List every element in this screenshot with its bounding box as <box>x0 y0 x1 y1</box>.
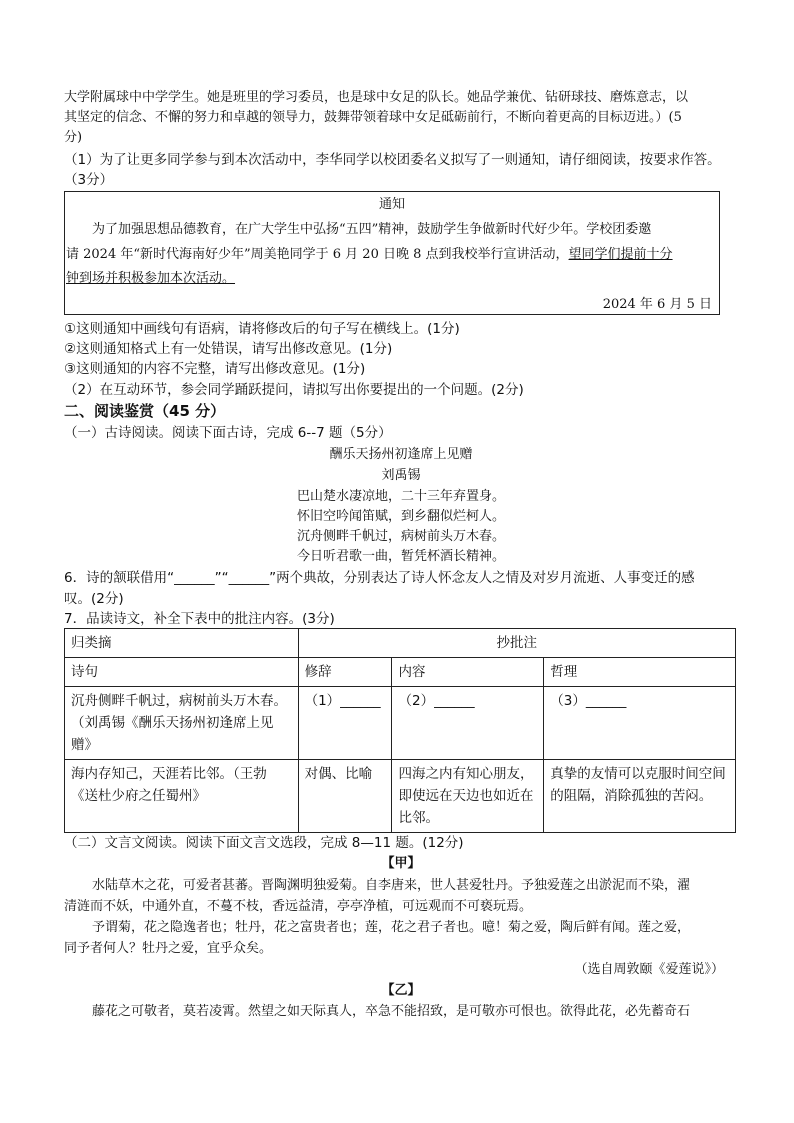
table-cell: 真挚的友情可以克服时间空间的阻隔，消除孤独的苦闷。 <box>544 760 736 833</box>
question-1-points: （3分） <box>64 172 114 188</box>
poem-line: 巴山楚水凄凉地，二十三年弃置身。 <box>296 489 505 504</box>
poem-author: 刘禹锡 <box>381 468 421 483</box>
passage-line: 藤花之可敬者，莫若凌霄。然望之如天际真人，卒急不能招致，是可敬亦可恨也。欲得此花，必先蓄奇石 <box>92 1004 691 1019</box>
question-6: 6．诗的颔联借用“______”“______”两个典故，分别表达了诗人怀念友人之情及对岁月流逝、人事变迁的感 <box>64 570 695 586</box>
notice-title: 通知 <box>378 197 405 212</box>
section-heading: 二、阅读鉴赏（45 分） <box>64 402 226 420</box>
subsection-heading: （二）文言文阅读。阅读下面文言文选段，完成 8—11 题。(12分) <box>64 835 464 851</box>
question-2: （2）在互动环节，参会同学踊跃提问，请拟写出你要提出的一个问题。(2分) <box>64 382 524 398</box>
subquestion: ②这则通知格式上有一处错误，请写出修改意见。(1分) <box>64 341 393 357</box>
intro-line: 其坚定的信念、不懈的努力和卓越的领导力，鼓舞带领着球中女足砥砺前行，不断向着更高的目标迈进。）(5 <box>64 110 682 125</box>
table-column-header: 哲理 <box>544 658 736 687</box>
passage-label: 【乙】 <box>381 983 421 998</box>
question-1: （1）为了让更多同学参与到本次活动中，李华同学以校团委名义拟写了一则通知，请仔细阅读，按要求作答。 <box>64 152 721 168</box>
poem-line: 今日听君歌一曲，暂凭杯酒长精神。 <box>296 549 505 564</box>
passage-line: 水陆草木之花，可爱者甚蕃。晋陶渊明独爱菊。自李唐来，世人甚爱牡丹。予独爱莲之出淤泥而不染，濯 <box>92 878 691 893</box>
table-cell-blank: （1）______ <box>298 687 392 760</box>
poem-line: 怀旧空吟闻笛赋，到乡翻似烂柯人。 <box>296 509 505 524</box>
intro-line: 分) <box>64 130 83 145</box>
table-cell-blank: （3）______ <box>544 687 736 760</box>
table-cell: 海内存知己，天涯若比邻。（王勃《送杜少府之任蜀州》 <box>65 760 299 833</box>
question-6-points: 叹。(2分) <box>64 591 124 607</box>
subquestion: ①这则通知中画线句有语病，请将修改后的句子写在横线上。(1分) <box>64 321 460 337</box>
passage-line: 予谓菊，花之隐逸者也；牡丹，花之富贵者也；莲，花之君子者也。噫！菊之爱，陶后鲜有闻。莲之爱， <box>92 920 691 935</box>
poem-title: 酬乐天扬州初逢席上见赠 <box>329 447 473 462</box>
table-header-cell: 归类摘 <box>65 629 299 658</box>
subquestion: ③这则通知的内容不完整，请写出修改意见。(1分) <box>64 361 366 377</box>
table-column-header: 修辞 <box>298 658 392 687</box>
notice-date: 2024 年 6 月 5 日 <box>602 297 712 312</box>
notice-body-text: 请 2024 年“新时代海南好少年”周美艳同学于 6 月 20 日晚 8 点到我校举行宣讲活动， <box>66 247 569 262</box>
passage-source: （选自周敦颐《爱莲说》） <box>574 962 724 977</box>
passage-line: 清涟而不妖，中通外直，不蔓不枝，香远益清，亭亭净植，可远观而不可亵玩焉。 <box>64 899 533 914</box>
poem-line: 沉舟侧畔千帆过，病树前头万木春。 <box>296 529 505 544</box>
table-cell: 对偶、比喻 <box>298 760 392 833</box>
passage-label: 【甲】 <box>381 856 421 871</box>
table-cell: 四海之内有知心朋友，即使远在天边也如近在比邻。 <box>392 760 544 833</box>
notice-body-line: 为了加强思想品德教育，在广大学生中弘扬“五四”精神，鼓励学生争做新时代好少年。学校团委邀 <box>92 222 652 237</box>
question-7: 7．品读诗文，补全下表中的批注内容。(3分) <box>64 611 335 627</box>
notice-body-line <box>66 270 740 288</box>
notice-underlined-sentence: 望同学们提前十分 <box>568 247 673 262</box>
notice-body-line <box>66 246 716 264</box>
annotation-table <box>64 628 736 833</box>
table-column-header: 诗句 <box>65 658 299 687</box>
subsection-heading: （一）古诗阅读。阅读下面古诗，完成 6--7 题（5分） <box>64 425 392 441</box>
table-column-header: 内容 <box>392 658 544 687</box>
passage-line: 同予者何人？牡丹之爱，宜乎众矣。 <box>64 941 273 956</box>
notice-underlined-sentence: 钟到场并积极参加本次活动。 <box>66 271 236 286</box>
table-cell: 沉舟侧畔千帆过，病树前头万木春。（刘禹锡《酬乐天扬州初逢席上见赠》 <box>65 687 299 760</box>
table-cell-blank: （2）______ <box>392 687 544 760</box>
intro-line: 大学附属球中中学学生。她是班里的学习委员，也是球中女足的队长。她品学兼优、钻研球技、磨炼意志，以 <box>64 90 689 105</box>
table-header-cell: 抄批注 <box>298 629 735 658</box>
